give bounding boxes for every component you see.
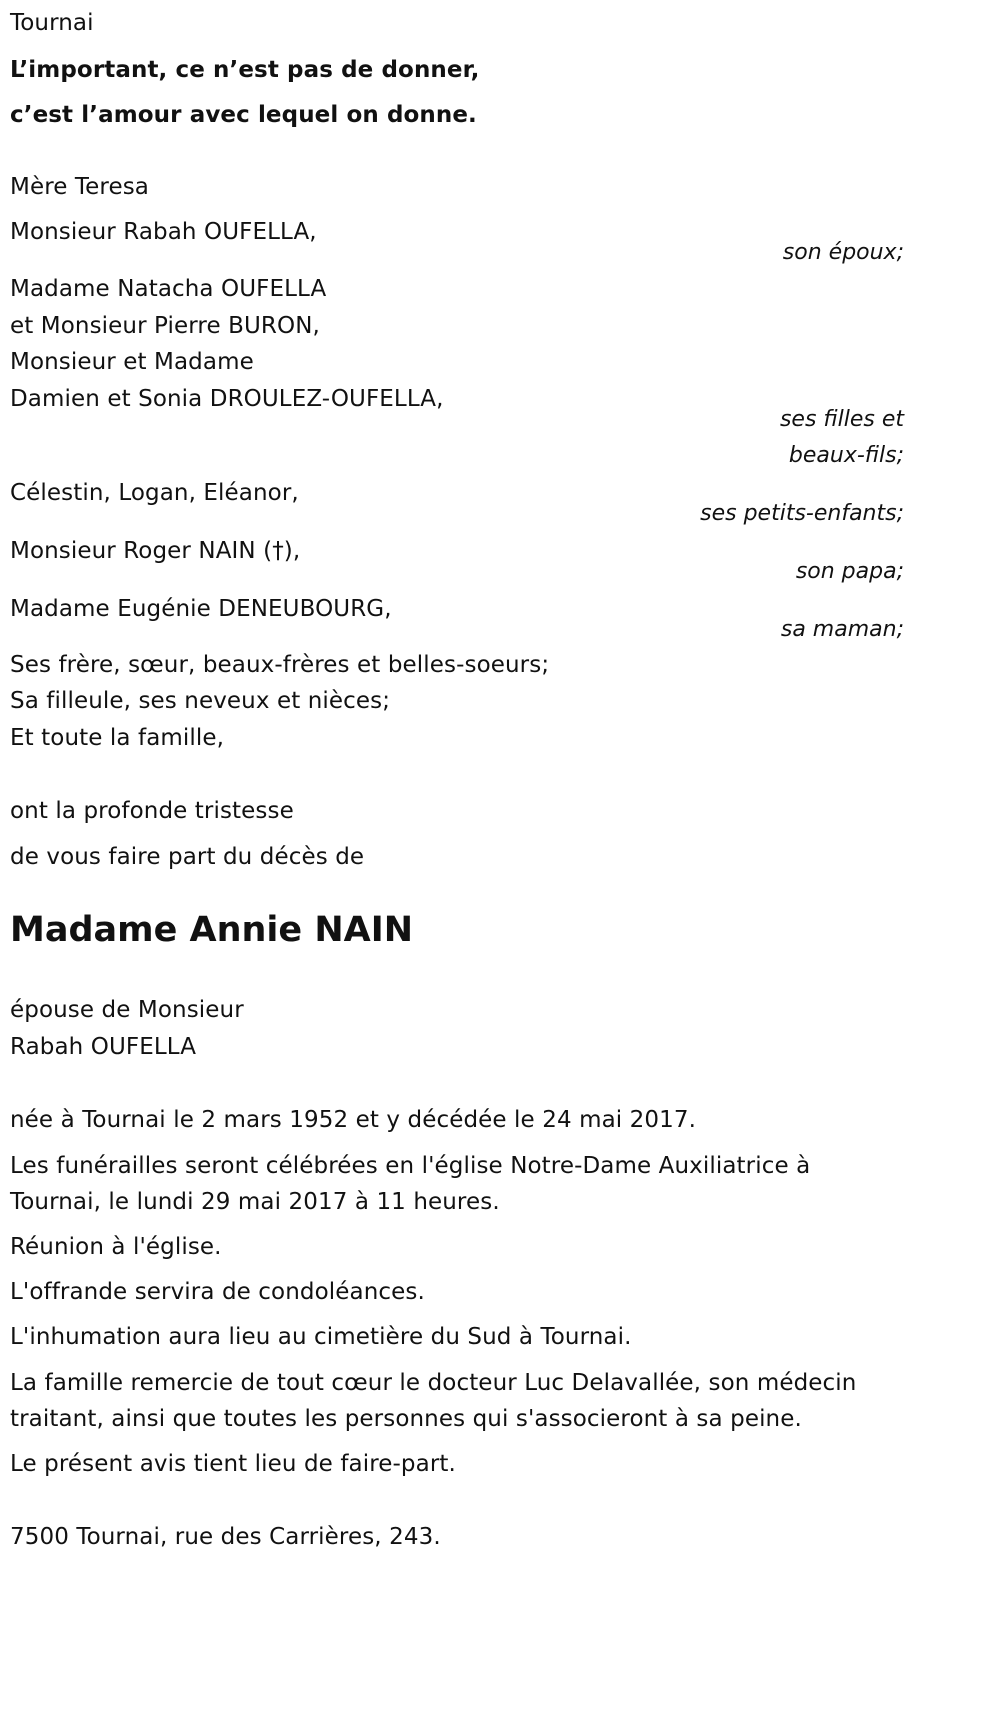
burial-line: L'inhumation aura lieu au cimetière du Sud à Tournai.: [10, 1324, 632, 1350]
children-line-2: et Monsieur Pierre BURON,: [10, 313, 320, 339]
grandchildren-relation: ses petits-enfants;: [700, 501, 904, 526]
thanks-line-2: traitant, ainsi que toutes les personnes qui s'associeront à sa peine.: [10, 1406, 802, 1432]
mother-relation: sa maman;: [780, 617, 904, 642]
children-line-4: Damien et Sonia DROULEZ-OUFELLA,: [10, 386, 444, 412]
mother-name: Madame Eugénie DENEUBOURG,: [10, 596, 392, 622]
meeting-line: Réunion à l'église.: [10, 1234, 222, 1260]
announcement-line-1: ont la profonde tristesse: [10, 798, 294, 824]
quote-author: Mère Teresa: [10, 174, 149, 200]
children-line-1: Madame Natacha OUFELLA: [10, 276, 327, 302]
others-line-1: Ses frère, sœur, beaux-frères et belles-soeurs;: [10, 652, 550, 678]
spouse-name: Monsieur Rabah OUFELLA,: [10, 219, 317, 245]
birth-death-line: née à Tournai le 2 mars 1952 et y décédée le 24 mai 2017.: [10, 1107, 697, 1133]
funeral-line-1: Les funérailles seront célébrées en l'église Notre-Dame Auxiliatrice à: [10, 1153, 811, 1179]
others-line-3: Et toute la famille,: [10, 725, 225, 751]
deceased-spouse-line-1: épouse de Monsieur: [10, 997, 244, 1023]
spouse-relation: son époux;: [782, 240, 904, 265]
city-label: Tournai: [10, 10, 94, 36]
announcement-line-2: de vous faire part du décès de: [10, 844, 365, 870]
children-relation-line-2: beaux-fils;: [788, 443, 904, 468]
offering-line: L'offrande servira de condoléances.: [10, 1279, 425, 1305]
grandchildren-names: Célestin, Logan, Eléanor,: [10, 480, 299, 506]
deceased-name: Madame Annie NAIN: [10, 910, 414, 950]
father-relation: son papa;: [795, 559, 904, 584]
notice-line: Le présent avis tient lieu de faire-part.: [10, 1451, 456, 1477]
address-line: 7500 Tournai, rue des Carrières, 243.: [10, 1524, 441, 1550]
others-line-2: Sa filleule, ses neveux et nièces;: [10, 688, 391, 714]
children-line-3: Monsieur et Madame: [10, 349, 254, 375]
quote-line-1: L’important, ce n’est pas de donner,: [10, 57, 480, 83]
thanks-line-1: La famille remercie de tout cœur le docteur Luc Delavallée, son médecin: [10, 1370, 857, 1396]
deceased-spouse-line-2: Rabah OUFELLA: [10, 1034, 197, 1060]
quote-line-2: c’est l’amour avec lequel on donne.: [10, 102, 477, 128]
father-name: Monsieur Roger NAIN (†),: [10, 538, 301, 564]
children-relation-line-1: ses filles et: [779, 407, 904, 432]
funeral-line-2: Tournai, le lundi 29 mai 2017 à 11 heures.: [10, 1189, 500, 1215]
